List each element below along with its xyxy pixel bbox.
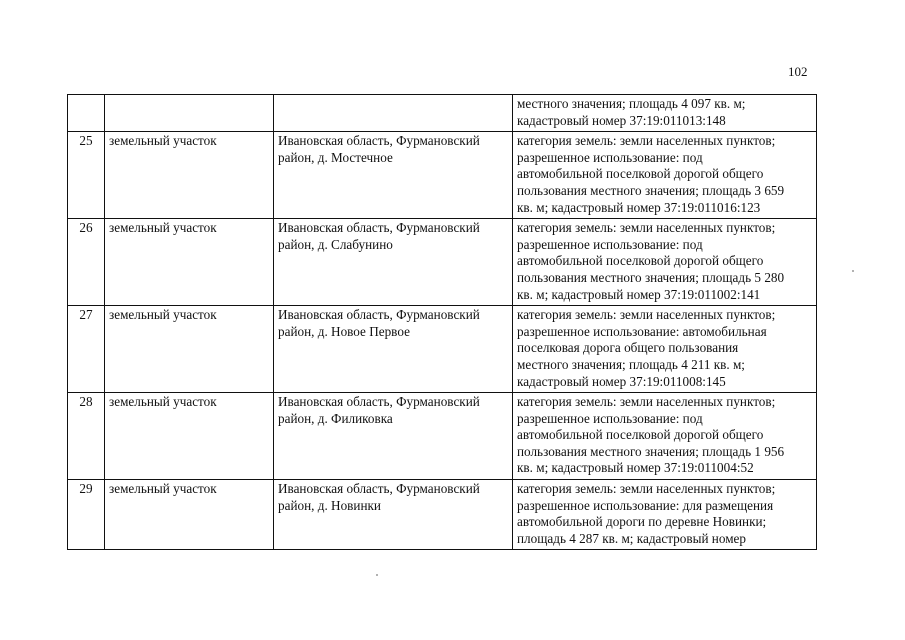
description-line: разрешенное использование: автомобильная	[517, 323, 767, 339]
location-line: район, д. Мостечное	[278, 149, 393, 165]
description-line: кв. м; кадастровый номер 37:19:011016:123	[517, 199, 761, 215]
description-line: площадь 4 287 кв. м; кадастровый номер	[517, 530, 746, 546]
description-line: категория земель: земли населенных пунктов;	[517, 133, 776, 149]
table-row	[68, 393, 817, 480]
table-row	[68, 480, 817, 550]
description-line: местного значения; площадь 4 097 кв. м;	[517, 96, 746, 111]
object-location	[274, 219, 513, 306]
location-line: район, д. Новинки	[278, 497, 381, 513]
object-location	[274, 95, 513, 132]
location-line: Ивановская область, Фурмановский	[278, 481, 480, 497]
location-line: район, д. Слабунино	[278, 236, 393, 252]
location-line: Ивановская область, Фурмановский	[278, 220, 480, 236]
object-location	[274, 393, 513, 480]
row-number: 29	[68, 480, 105, 550]
description-line: автомобильной дороги по деревне Новинки;	[517, 514, 767, 530]
object-description	[513, 219, 817, 306]
scan-speck	[376, 574, 378, 576]
object-description	[513, 132, 817, 219]
row-number	[68, 95, 105, 132]
description-line: местного значения; площадь 4 211 кв. м;	[517, 356, 745, 372]
description-line: разрешенное использование: под	[517, 236, 703, 252]
description-line: категория земель: земли населенных пунктов;	[517, 481, 776, 497]
description-line: кв. м; кадастровый номер 37:19:011004:52	[517, 460, 754, 476]
location-line: район, д. Филиковка	[278, 410, 393, 426]
row-number: 26	[68, 219, 105, 306]
object-description	[513, 95, 817, 132]
table-row	[68, 219, 817, 306]
object-location	[274, 306, 513, 393]
description-line: кадастровый номер 37:19:011013:148	[517, 112, 726, 128]
description-line: автомобильной поселковой дорогой общего	[517, 427, 764, 443]
object-description	[513, 393, 817, 480]
description-line: категория земель: земли населенных пунктов;	[517, 307, 776, 323]
table-row	[68, 132, 817, 219]
description-line: автомобильной поселковой дорогой общего	[517, 253, 764, 269]
description-line: пользования местного значения; площадь 3 659	[517, 182, 785, 198]
description-line: автомобильной поселковой дорогой общего	[517, 166, 764, 182]
location-line: Ивановская область, Фурмановский	[278, 307, 480, 323]
description-line: разрешенное использование: под	[517, 410, 703, 426]
row-number: 25	[68, 132, 105, 219]
description-line: разрешенное использование: для размещения	[517, 497, 774, 513]
location-line: Ивановская область, Фурмановский	[278, 133, 480, 149]
description-line: категория земель: земли населенных пунктов;	[517, 394, 776, 410]
description-line: разрешенное использование: под	[517, 149, 703, 165]
table-row	[68, 306, 817, 393]
location-line: Ивановская область, Фурмановский	[278, 394, 480, 410]
row-number: 28	[68, 393, 105, 480]
row-number: 27	[68, 306, 105, 393]
object-type: земельный участок	[105, 480, 274, 550]
object-type: земельный участок	[105, 132, 274, 219]
table-row-continuation	[68, 95, 817, 132]
object-type: земельный участок	[105, 393, 274, 480]
object-type: земельный участок	[105, 306, 274, 393]
description-line: кадастровый номер 37:19:011008:145	[517, 373, 726, 389]
location-line: район, д. Новое Первое	[278, 323, 410, 339]
description-line: пользования местного значения; площадь 1 956	[517, 443, 785, 459]
object-type	[105, 95, 274, 132]
description-line: пользования местного значения; площадь 5 280	[517, 269, 785, 285]
object-location	[274, 132, 513, 219]
object-description	[513, 306, 817, 393]
description-line: поселковая дорога общего пользования	[517, 340, 739, 356]
land-plots-table	[67, 94, 817, 550]
object-description	[513, 480, 817, 550]
object-type: земельный участок	[105, 219, 274, 306]
description-line: кв. м; кадастровый номер 37:19:011002:141	[517, 286, 761, 302]
page-number: 102	[788, 64, 808, 79]
scan-speck	[852, 270, 854, 272]
description-line: категория земель: земли населенных пунктов;	[517, 220, 776, 236]
object-location	[274, 480, 513, 550]
